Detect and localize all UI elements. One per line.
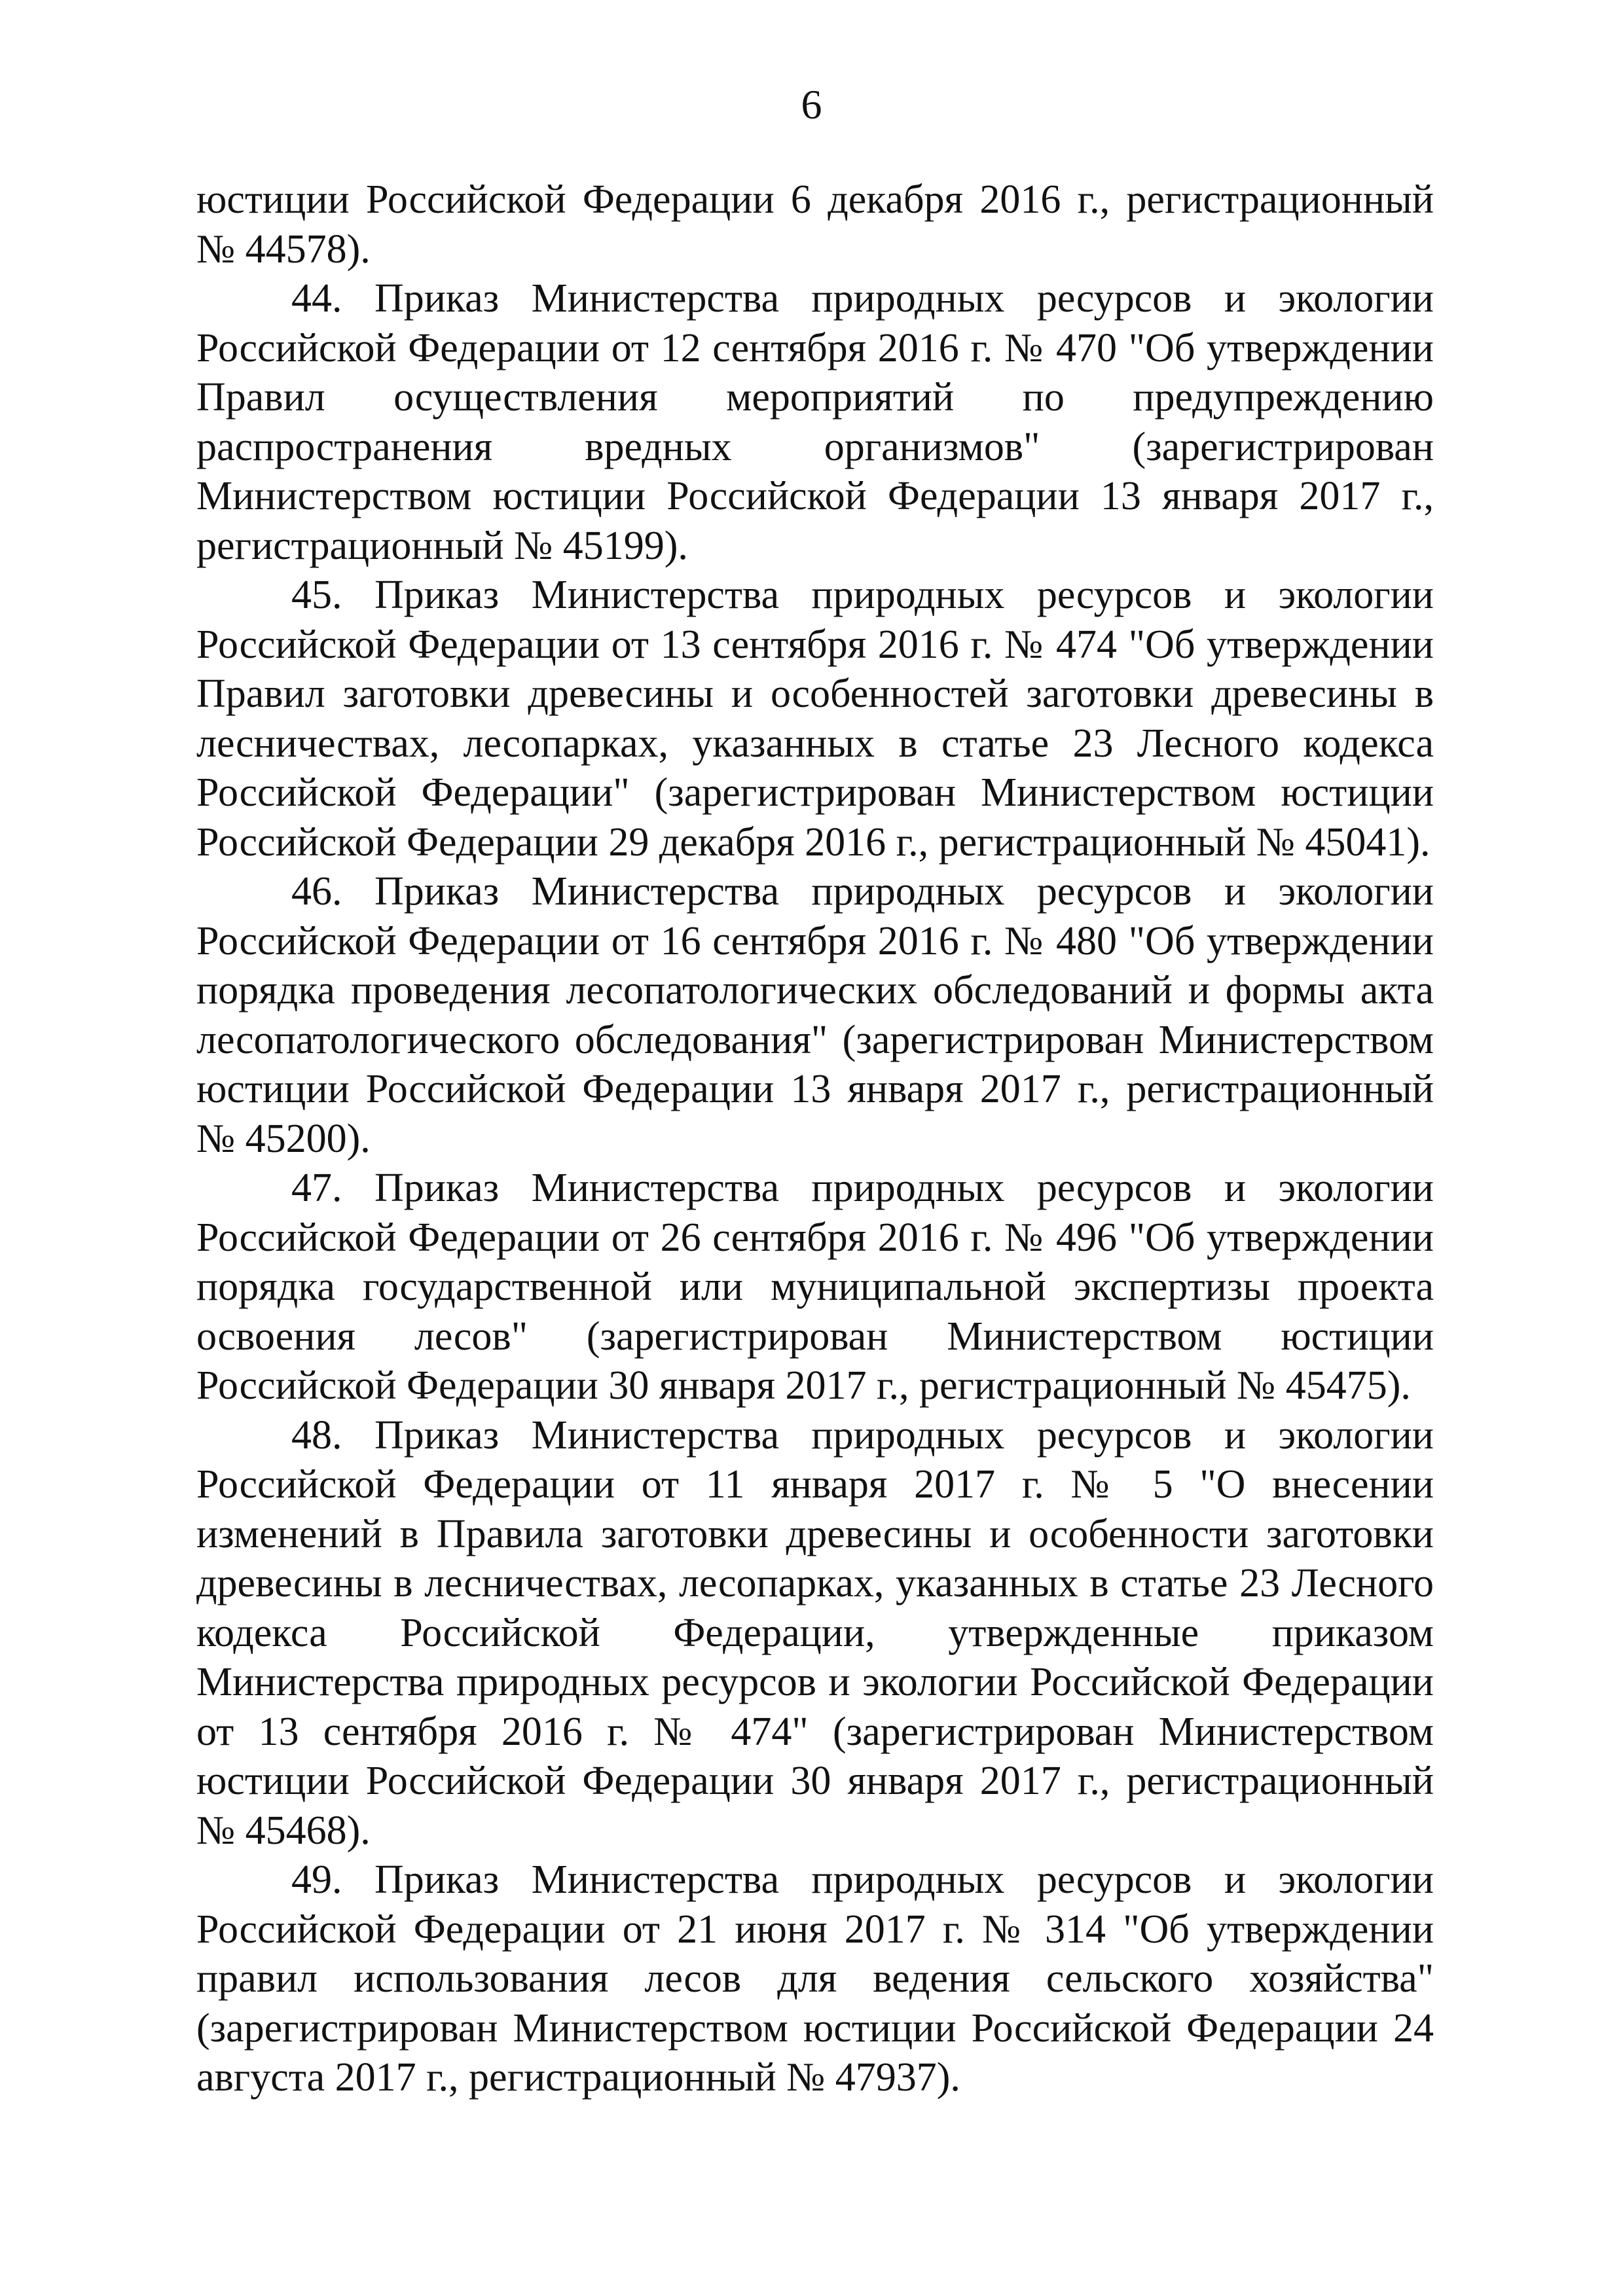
paragraph-item-47: 47. Приказ Министерства природных ресурсов и экологии Российской Федерации от 26 сентября 2016 г. № 496 "Об утверждении порядка государственной или муниципальной экспертизы проекта освоения лесов" (зарегистрирован Министерством юстиции Российской Федерации 30 января 2017 г., регистрационный № 45475). [196, 1166, 1434, 1408]
document-body [196, 175, 1434, 2103]
paragraph-item-45: 45. Приказ Министерства природных ресурсов и экологии Российской Федерации от 13 сентября 2016 г. № 474 "Об утверждении Правил заготовки древесины и особенностей заготовки древесины в лесничествах, лесопарках, указанных в статье 23 Лесного кодекса Российской Федерации" (зарегистрирован Министерством юстиции Российской Федерации 29 декабря 2016 г., регистрационный № 45041). [196, 573, 1434, 865]
paragraph-item-46: 46. Приказ Министерства природных ресурсов и экологии Российской Федерации от 16 сентября 2016 г. № 480 "Об утверждении порядка проведения лесопатологических обследований и формы акта лесопатологического обследования" (зарегистрирован Министерством юстиции Российской Федерации 13 января 2017 г., регистрационный № 45200). [196, 869, 1434, 1161]
paragraph-continuation: юстиции Российской Федерации 6 декабря 2016 г., регистрационный № 44578). [196, 177, 1434, 272]
paragraph-item-44: 44. Приказ Министерства природных ресурсов и экологии Российской Федерации от 12 сентября 2016 г. № 470 "Об утверждении Правил осуществления мероприятий по предупреждению распространения вредных организмов" (зарегистрирован Министерством юстиции Российской Федерации 13 января 2017 г., регистрационный № 45199). [196, 276, 1434, 568]
page-number: 6 [801, 81, 822, 128]
paragraph-item-49: 49. Приказ Министерства природных ресурсов и экологии Российской Федерации от 21 июня 2017 г. № 314 "Об утверждении правил использования лесов для ведения сельского хозяйства" (зарегистрирован Министерством юстиции Российской Федерации 24 августа 2017 г., регистрационный № 47937). [196, 1857, 1434, 2100]
paragraph-item-48: 48. Приказ Министерства природных ресурсов и экологии Российской Федерации от 11 января 2017 г. № 5 "О внесении изменений в Правила заготовки древесины и особенности заготовки древесины в лесничествах, лесопарках, указанных в статье 23 Лесного кодекса Российской Федерации, утвержденные приказом Министерства природных ресурсов и экологии Российской Федерации от 13 сентября 2016 г. № 474" (зарегистрирован Министерством юстиции Российской Федерации 30 января 2017 г., регистрационный № 45468). [196, 1412, 1434, 1853]
